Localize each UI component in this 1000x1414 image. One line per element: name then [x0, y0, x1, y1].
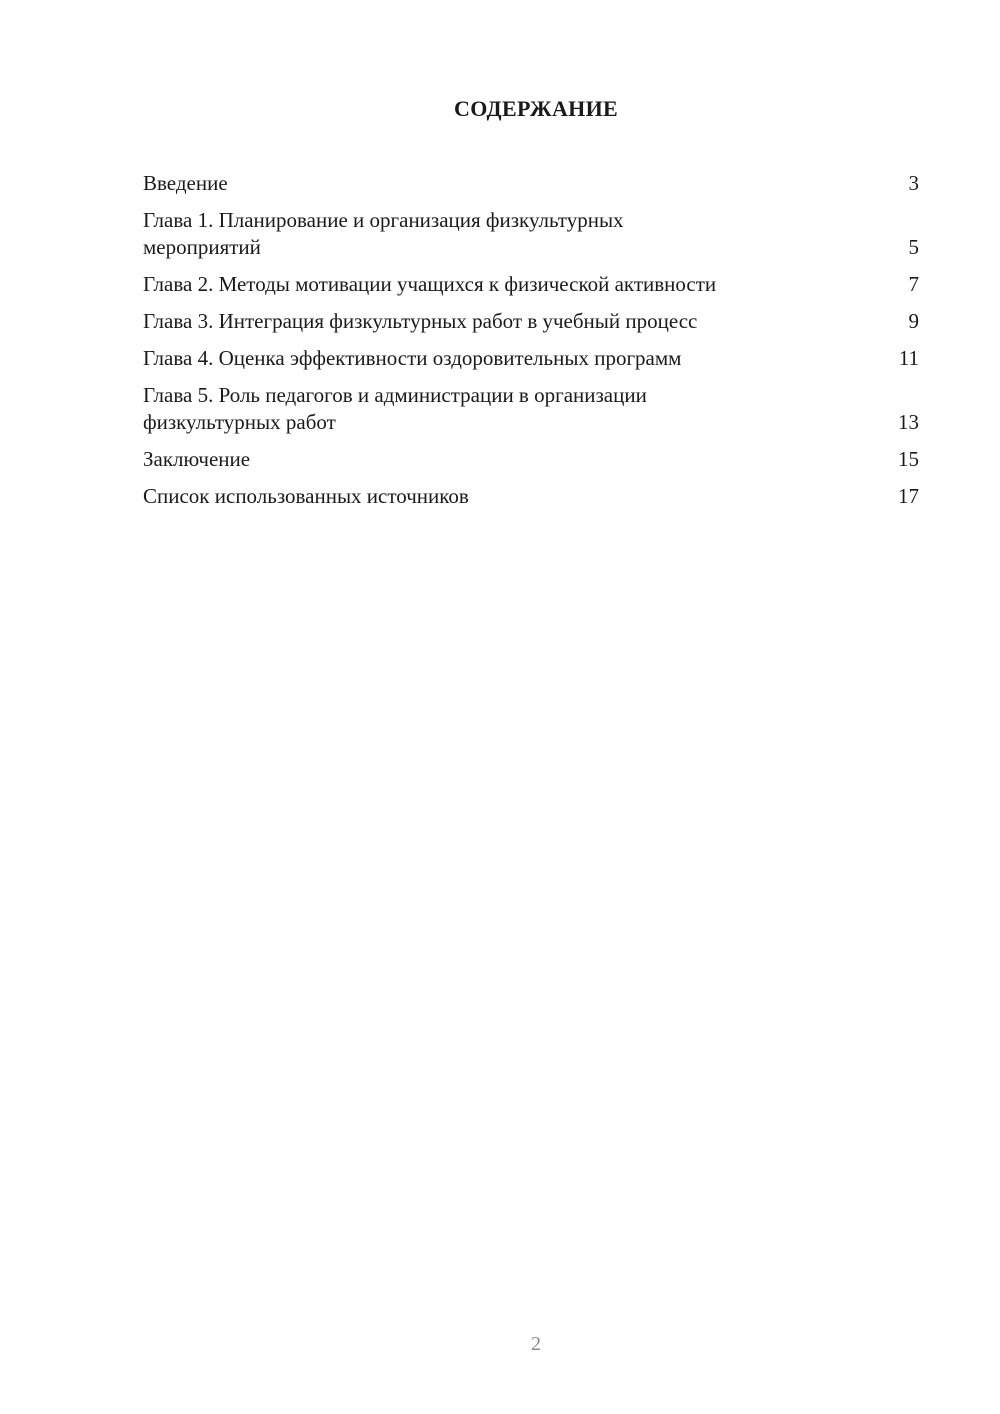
toc-entry-chapter-1	[143, 207, 919, 261]
toc-entry-title: Список использованных источников	[143, 484, 469, 508]
toc-entry-introduction	[143, 170, 919, 197]
page-number: 2	[531, 1333, 541, 1355]
table-of-contents	[143, 170, 919, 520]
toc-entry-page: 17	[898, 484, 919, 508]
toc-entry-title: Глава 1. Планирование и организация физкультурных мероприятий	[143, 208, 624, 259]
toc-entry-title: Заключение	[143, 447, 251, 471]
page-title: СОДЕРЖАНИЕ	[454, 96, 618, 121]
toc-entry-page: 3	[908, 171, 919, 195]
toc-entry-page: 13	[898, 410, 919, 434]
toc-entry-page: 15	[898, 447, 919, 471]
toc-entry-chapter-2	[143, 271, 919, 298]
toc-entry-conclusion	[143, 446, 919, 473]
toc-entry-page: 7	[908, 272, 919, 296]
toc-entry-chapter-5	[143, 382, 919, 436]
toc-entry-title: Глава 4. Оценка эффективности оздоровительных программ	[143, 346, 682, 370]
toc-entry-chapter-3	[143, 308, 919, 335]
toc-entry-page: 9	[908, 309, 919, 333]
toc-entry-title: Глава 5. Роль педагогов и администрации в организации физкультурных работ	[143, 383, 647, 434]
toc-entry-chapter-4	[143, 345, 919, 372]
toc-entry-title: Введение	[143, 171, 228, 195]
toc-entry-title: Глава 3. Интеграция физкультурных работ в учебный процесс	[143, 309, 698, 333]
toc-entry-page: 5	[908, 235, 919, 259]
toc-entry-references	[143, 483, 919, 510]
toc-entry-title: Глава 2. Методы мотивации учащихся к физической активности	[143, 272, 717, 296]
toc-entry-page: 11	[898, 346, 919, 370]
